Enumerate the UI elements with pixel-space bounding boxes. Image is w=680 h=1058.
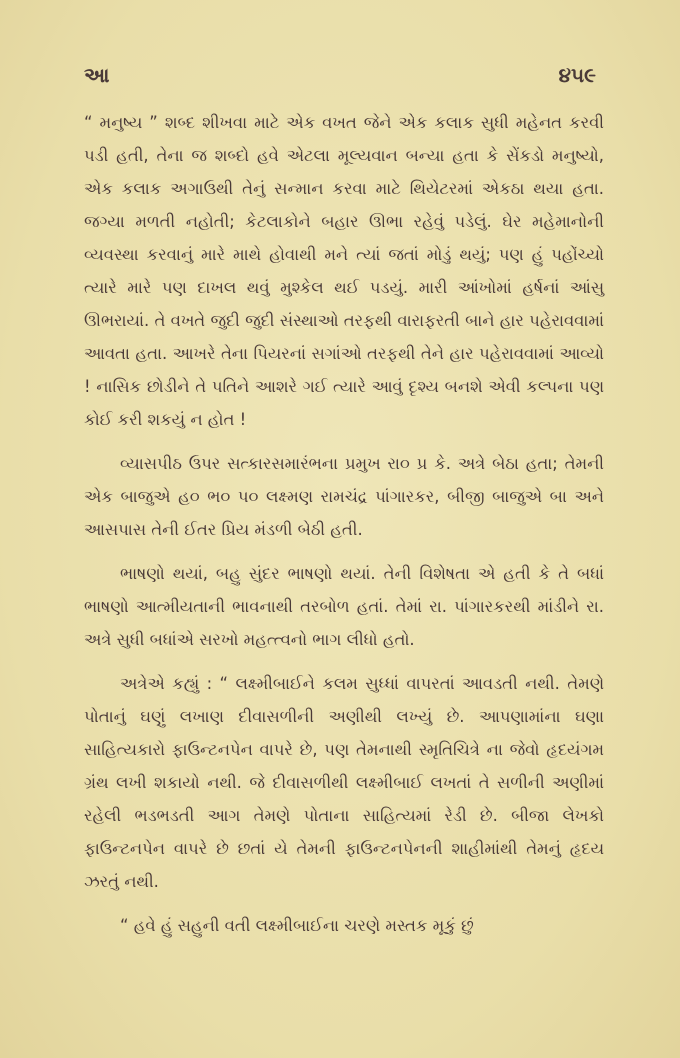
running-head-title: આ xyxy=(84,63,110,87)
running-head xyxy=(84,60,596,90)
paragraph-4: અત્રેએ કહ્યું : “ લક્ષ્મીબાઈને કલમ સુધ્ધાં વાપરતાં આવડતી નથી. તેમણે પોતાનું ઘણું લખાણ દીવાસળીની અણીથી લખ્યું છે. આપણામાંના ઘણા સાહિત્યકારો ફાઉન્ટનપેન વાપરે છે, પણ તેમનાથી સ્મૃતિચિત્રે ના જેવો હૃદયંગમ ગ્રંથ લખી શકાયો નથી. જે દીવાસળીથી લક્ષ્મીબાઈ લખતાં તે સળીની અણીમાં રહેલી ભડભડતી આગ તેમણે પોતાના સાહિત્યમાં રેડી છે. બીજા લેખકો ફાઉન્ટનપેન વાપરે છે છતાં યે તેમની ફાઉન્ટનપેનની શાહીમાંથી તેમનું હૃદય ઝરતું નથી. xyxy=(84,674,604,891)
page-number: ૪૫૯ xyxy=(558,63,596,87)
paragraph-2: વ્યાસપીઠ ઉપર સત્કારસમારંભના પ્રમુખ રા૦ પ્ર કે. અત્રે બેઠા હતા; તેમની એક બાજુએ હ૦ ભ૦ પ૦ લક્ષ્મણ રામચંદ્ર પાંગારકર, બીજી બાજુએ બા અને આસપાસ તેની ઈતર પ્રિય મંડળી બેઠી હતી. xyxy=(84,454,604,539)
paragraph-5: “ હવે હું સહુની વતી લક્ષ્મીબાઈના ચરણે મસ્તક મૂકું છું xyxy=(120,916,474,935)
paragraph-1: “ મનુષ્ય ” શબ્દ શીખવા માટે એક વખત જેને એક કલાક સુધી મહેનત કરવી પડી હતી, તેના જ શબ્દો હવે એટલા મૂલ્યવાન બન્યા હતા કે સેંકડો મનુષ્યો, એક કલાક અગાઉથી તેનું સન્માન કરવા માટે થિયેટરમાં એકઠા થયા હતા. જગ્યા મળતી નહોતી; કેટલાકોને બહાર ઊભા રહેવું પડેલું. ઘેર મહેમાનોની વ્યવસ્થા કરવાનું મારે માથે હોવાથી મને ત્યાં જતાં મોડું થયું; પણ હું પહોંચ્યો ત્યારે મારે પણ દાખલ થવું મુશ્કેલ થઈ પડયું. મારી આંખોમાં હર્ષનાં આંસુ ઊભરાયાં. તે વખતે જુદી જુદી સંસ્થાઓ તરફથી વારાફરતી બાને હાર પહેરાવવામાં આવતા હતા. આખરે તેના પિયરનાં સગાંઓ તરફથી તેને હાર પહેરાવવામાં આવ્યો ! નાસિક છોડીને તે પતિને આશરે ગઈ ત્યારે આવું દૃશ્ય બનશે એવી કલ્પના પણ કોઈ કરી શકયું ન હોત ! xyxy=(84,113,604,429)
body-text xyxy=(84,106,604,942)
paragraph-3: ભાષણો થયાં, બહુ સુંદર ભાષણો થયાં. તેની વિશેષતા એ હતી કે તે બધાં ભાષણો આત્મીયતાની ભાવનાથી તરબોળ હતાં. તેમાં રા. પાંગારકરથી માંડીને રા. અત્રે સુધી બધાંએ સરખો મહત્ત્વનો ભાગ લીધો હતો. xyxy=(84,564,604,649)
